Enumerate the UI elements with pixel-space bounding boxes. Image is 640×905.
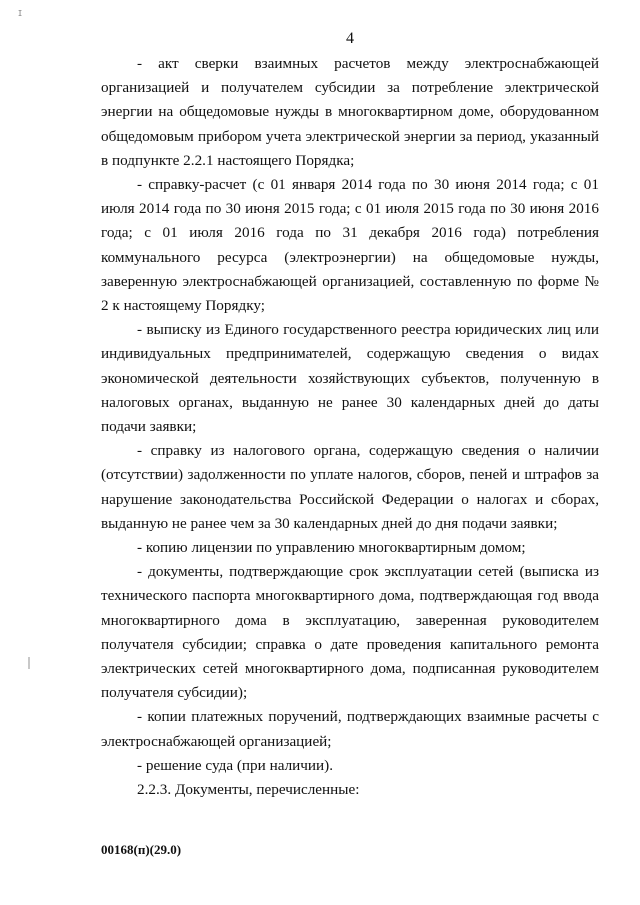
paragraph-act-reconciliation: - акт сверки взаимных расчетов между электроснабжающей организацией и получателем субсидии за потребление электрической энергии на общедомовые нужды в многоквартирном доме, оборудованном общедомовым прибором учета электрической энергии за период, указанный в подпункте 2.2.1 настоящего Порядка;	[101, 55, 599, 169]
scan-mark: ɪ	[18, 6, 23, 19]
paragraph-license-copy: - копию лицензии по управлению многоквартирным домом;	[137, 539, 526, 557]
paragraph-payment-orders: - копии платежных поручений, подтверждающих взаимные расчеты с электроснабжающей организацией;	[101, 708, 599, 750]
paragraph-court-decision: - решение суда (при наличии).	[137, 756, 334, 774]
paragraph-tax-certificate: - справку из налогового органа, содержащую сведения о наличии (отсутствии) задолженности по уплате налогов, сборов, пеней и штрафов за нарушение законодательства Российской Федерации о налогах и сборах, выданную не ранее чем за 30 календарных дней до дня подачи заявки;	[101, 442, 599, 532]
paragraph-registry-extract: - выписку из Единого государственного реестра юридических лиц или индивидуальных предпринимателей, содержащую сведения о видах экономической деятельности хозяйствующих субъектов, полученную в налоговых органах, выданную не ранее 30 календарных дней до даты подачи заявки;	[101, 321, 599, 436]
paragraph-network-documents: - документы, подтверждающие срок эксплуатации сетей (выписка из технического паспорта многоквартирного дома, подтверждающая год ввода многоквартирного дома в эксплуатацию, заверенная руководителем получателя субсидии; справка о дате проведения капитального ремонта электрических сетей многоквартирного дома, подписанная руководителем получателя субсидии);	[101, 563, 599, 702]
paragraph-calculation-certificate: - справку-расчет (с 01 января 2014 года по 30 июня 2014 года; с 01 июля 2014 года по 30 июня 2015 года; с 01 июля 2015 года по 30 июня 2016 года; с 01 июля 2016 года по 31 декабря 2016 года) потребления коммунального ресурса (электроэнергии) на общедомовые нужды, заверенную электроснабжающей организацией, составленную по форме № 2 к настоящему Порядку;	[101, 176, 599, 315]
document-code: 00168(п)(29.0)	[101, 842, 182, 857]
margin-mark	[28, 657, 30, 669]
paragraph-section-2-2-3: 2.2.3. Документы, перечисленные:	[137, 781, 360, 799]
document-body	[101, 52, 599, 802]
page-number: 4	[346, 30, 354, 47]
